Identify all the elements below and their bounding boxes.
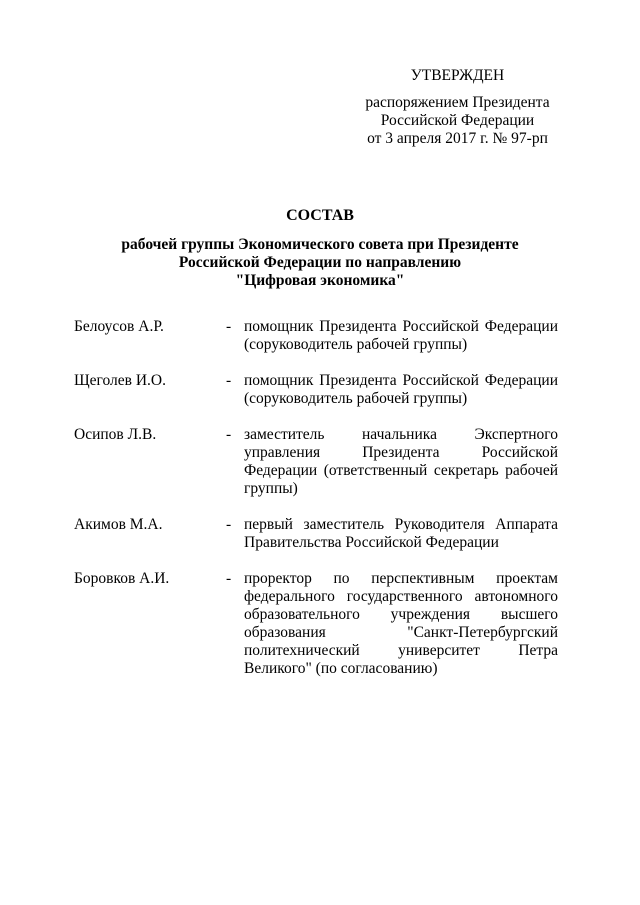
- subtitle-line-3: "Цифровая экономика": [235, 272, 405, 289]
- member-row: [74, 426, 558, 498]
- member-role: проректор по перспективным проектам федерального государственного автономного образовательного учреждения высшего образования "Санкт-Петербургский политехнический университет Петра Великого" (по согласованию): [244, 570, 558, 677]
- member-row: [74, 372, 558, 408]
- member-role: помощник Президента Российской Федерации (соруководитель рабочей группы): [244, 318, 558, 353]
- member-dash: -: [226, 372, 232, 389]
- member-role: заместитель начальника Экспертного управления Президента Российской Федерации (ответственный секретарь рабочей группы): [244, 426, 558, 497]
- member-role: помощник Президента Российской Федерации (соруководитель рабочей группы): [244, 372, 558, 407]
- approval-line-2: Российской Федерации: [380, 112, 535, 129]
- member-row: [74, 570, 558, 678]
- member-name: Осипов Л.В.: [74, 426, 157, 443]
- members-list: [74, 318, 558, 696]
- member-name: Акимов М.А.: [74, 516, 163, 533]
- member-name: Щеголев И.О.: [74, 372, 166, 389]
- member-dash: -: [226, 426, 232, 443]
- approval-line-3: от 3 апреля 2017 г. № 97-рп: [367, 130, 548, 147]
- document-title: СОСТАВ: [286, 207, 354, 224]
- approval-line-1: распоряжением Президента: [365, 94, 550, 111]
- member-dash: -: [226, 516, 232, 533]
- approval-title: УТВЕРЖДЕН: [410, 67, 505, 84]
- subtitle-line-1: рабочей группы Экономического совета при Президенте: [121, 236, 519, 253]
- member-role: первый заместитель Руководителя Аппарата Правительства Российской Федерации: [244, 516, 558, 551]
- member-row: [74, 516, 558, 552]
- approval-block: [340, 67, 575, 148]
- document-subtitle: [0, 236, 640, 290]
- subtitle-line-2: Российской Федерации по направлению: [178, 254, 462, 271]
- member-dash: -: [226, 318, 232, 335]
- member-row: [74, 318, 558, 354]
- member-name: Белоусов А.Р.: [74, 318, 164, 335]
- member-name: Боровков А.И.: [74, 570, 170, 587]
- member-dash: -: [226, 570, 232, 587]
